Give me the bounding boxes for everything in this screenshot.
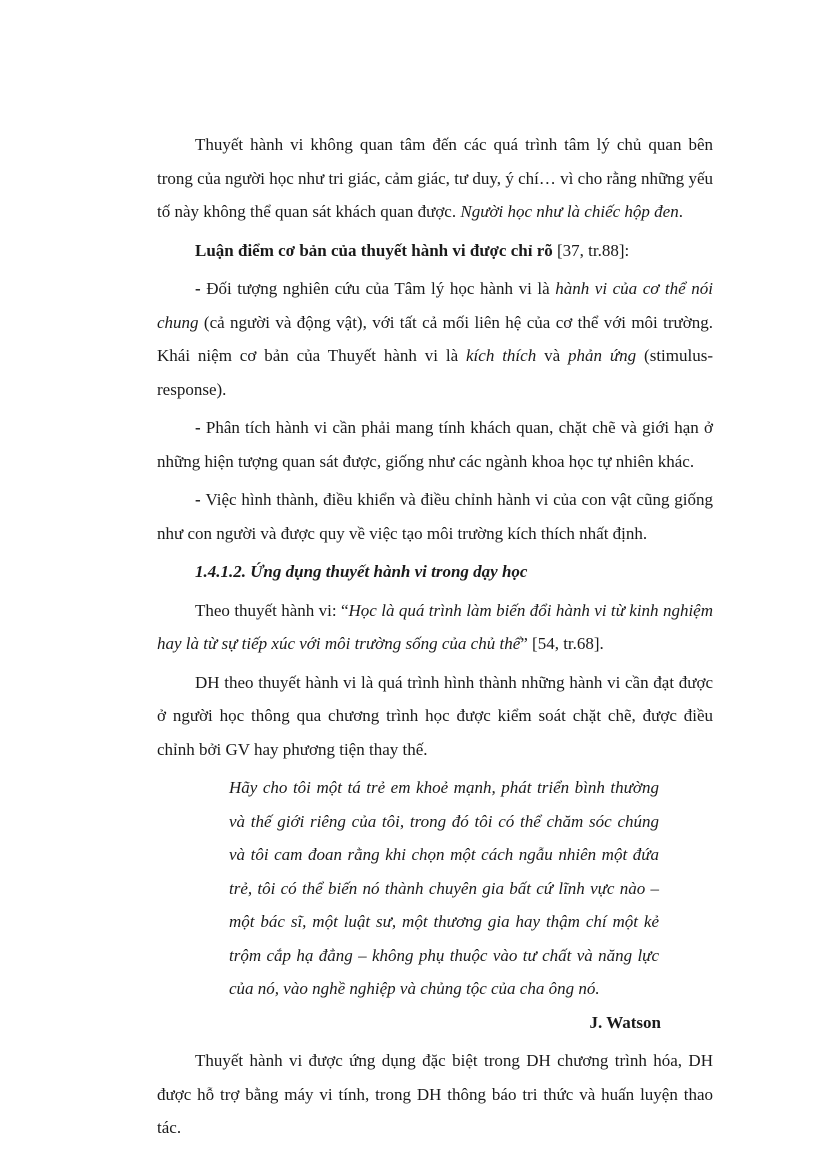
paragraph-teaching: DH theo thuyết hành vi là quá trình hình thành những hành vi cần đạt được ở người học thông qua chương trình học được kiểm soát chặt chẽ, được điều chỉnh bởi GV hay phương tiện thay thế.: [157, 672, 713, 759]
document-page: [157, 128, 713, 1150]
bullet-point-3: - Việc hình thành, điều khiển và điều chỉnh hành vi của con vật cũng giống như con người và được quy về việc tạo môi trường kích thích nhất định.: [157, 490, 713, 543]
citation: [37, tr.88]:: [552, 240, 630, 260]
paragraph-definition: Theo thuyết hành vi: “Học là quá trình làm biến đổi hành vi từ kinh nghiệm hay là từ sự tiếp xúc với môi trường sống của chủ thể” [54, tr.68].: [157, 600, 713, 653]
section-heading: 1.4.1.2. Ứng dụng thuyết hành vi trong dạy học: [195, 562, 528, 581]
bullet-point-2: - Phân tích hành vi cần phải mang tính khách quan, chặt chẽ và giới hạn ở những hiện tượng quan sát được, giống như các ngành khoa học tự nhiên khác.: [157, 418, 713, 471]
paragraph-intro: Thuyết hành vi không quan tâm đến các quá trình tâm lý chủ quan bên trong của người học như tri giác, cảm giác, tư duy, ý chí… vì cho rằng những yếu tố này không thể quan sát khách quan được. Người học như là chiếc hộp đen.: [157, 135, 713, 221]
quote-author: J. Watson: [589, 1012, 661, 1032]
bold-lead: Luận điểm cơ bản của thuyết hành vi được chỉ rõ: [195, 240, 553, 260]
paragraph-key-points-lead: [157, 234, 713, 268]
block-quote: Hãy cho tôi một tá trẻ em khoẻ mạnh, phát triển bình thường và thế giới riêng của tôi, trong đó tôi có thể chăm sóc chúng và tôi cam đoan rằng khi chọn một cách ngẫu nhiên một đứa trẻ, tôi có thể biến nó thành chuyên gia bất cứ lĩnh vực nào – một bác sĩ, một luật sư, một thương gia hay thậm chí một kẻ trộm cắp hạ đẳng – không phụ thuộc vào tư chất và năng lực của nó, vào nghề nghiệp và chủng tộc của cha ông nó.: [229, 778, 659, 998]
italic-emphasis: Người học như là chiếc hộp đen: [460, 202, 679, 221]
bullet-point-1: - Đối tượng nghiên cứu của Tâm lý học hành vi là hành vi của cơ thể nói chung (cả người và động vật), với tất cả mối liên hệ của cơ thể với môi trường. Khái niệm cơ bản của Thuyết hành vi là kích thích và phản ứng (stimulus-response).: [157, 279, 713, 399]
paragraph-application: Thuyết hành vi được ứng dụng đặc biệt trong DH chương trình hóa, DH được hỗ trợ bằng máy vi tính, trong DH thông báo tri thức và huấn luyện thao tác.: [157, 1051, 713, 1137]
